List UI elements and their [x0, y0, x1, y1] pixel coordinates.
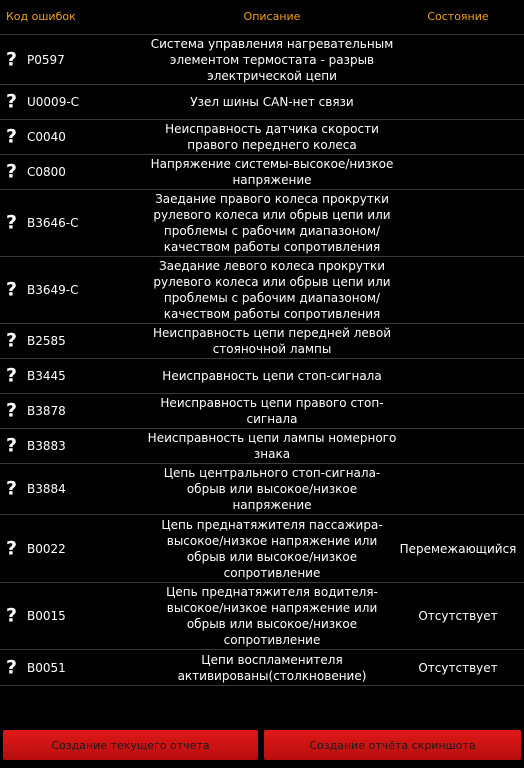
table-row[interactable]	[0, 257, 524, 324]
dtc-code: B0051	[27, 660, 66, 675]
dtc-description: Напряжение системы-высокое/низкое напряжение	[150, 157, 394, 187]
table-row[interactable]	[0, 120, 524, 155]
dtc-description: Неисправность цепи стоп-сигнала	[162, 369, 382, 383]
create-current-report-button[interactable]: Создание текущего отчета	[3, 730, 258, 760]
dtc-description: Цепи воспламенителя активированы(столкновение)	[177, 652, 367, 683]
dtc-description: Система управления нагревательным элементом термостата - разрыв электрической цепи	[150, 36, 394, 83]
header-code: Код ошибок	[6, 10, 76, 23]
unknown-status-icon: ?	[6, 477, 18, 500]
dtc-description: Неисправность датчика скорости правого переднего колеса	[165, 122, 379, 152]
table-row[interactable]	[0, 583, 524, 650]
dtc-state: Отсутствует	[418, 660, 498, 675]
dtc-description: Неисправность цепи правого стоп-сигнала	[160, 396, 384, 426]
dtc-code: B3646-C	[27, 216, 79, 230]
dtc-code: P0597	[27, 52, 65, 67]
table-row[interactable]	[0, 35, 524, 85]
dtc-state: Перемежающийся	[399, 541, 517, 556]
dtc-description: Заедание левого колеса прокрутки рулевого колеса или обрыв цепи или проблемы с рабочим диапазоном/ качеством работы сопротивления	[153, 259, 391, 321]
table-row[interactable]	[0, 190, 524, 257]
dtc-code: B0022	[27, 541, 66, 556]
unknown-status-icon: ?	[6, 278, 18, 301]
dtc-code: B3445	[27, 369, 66, 383]
dtc-description: Цепь центрального стоп-сигнала-обрыв или высокое/низкое напряжение	[163, 466, 381, 512]
dtc-description: Неисправность цепи передней левой стояночной лампы	[153, 326, 391, 356]
dtc-description: Цепь преднатяжителя водителя-высокое/низкое напряжение или обрыв или высокое/низкое сопротивление	[166, 585, 378, 647]
table-row[interactable]	[0, 515, 524, 583]
unknown-status-icon: ?	[6, 160, 18, 183]
dtc-description: Узел шины CAN-нет связи	[190, 95, 354, 109]
dtc-description: Неисправность цепи лампы номерного знака	[147, 431, 397, 461]
table-row[interactable]	[0, 85, 524, 120]
dtc-code: B0015	[27, 609, 66, 623]
unknown-status-icon: ?	[6, 434, 18, 457]
dtc-code: B3884	[27, 482, 66, 496]
dtc-description: Заедание правого колеса прокрутки рулевого колеса или обрыв цепи или проблемы с рабочим диапазоном/ качеством работы сопротивления	[153, 192, 391, 254]
unknown-status-icon: ?	[6, 364, 18, 387]
dtc-code: C0800	[27, 165, 66, 179]
unknown-status-icon: ?	[6, 604, 18, 627]
dtc-code: C0040	[27, 130, 66, 144]
dtc-list	[0, 35, 524, 686]
unknown-status-icon: ?	[6, 329, 18, 352]
dtc-code: B3649-C	[27, 283, 79, 297]
create-screenshot-report-button[interactable]: Создание отчёта скриншота	[264, 730, 521, 760]
unknown-status-icon: ?	[6, 48, 18, 70]
dtc-description: Цепь преднатяжителя пассажира-высокое/низкое напряжение или обрыв или высокое/низкое сопротивление	[161, 517, 383, 580]
table-row[interactable]	[0, 359, 524, 394]
dtc-state: Отсутствует	[418, 609, 498, 623]
unknown-status-icon: ?	[6, 656, 18, 678]
table-header	[0, 0, 524, 35]
header-description: Описание	[243, 10, 301, 23]
dtc-code: B2585	[27, 334, 66, 348]
table-row[interactable]	[0, 155, 524, 190]
unknown-status-icon: ?	[6, 125, 18, 148]
unknown-status-icon: ?	[6, 399, 18, 422]
table-row[interactable]	[0, 429, 524, 464]
table-row[interactable]	[0, 650, 524, 686]
table-row[interactable]	[0, 464, 524, 515]
table-row[interactable]	[0, 394, 524, 429]
unknown-status-icon: ?	[6, 211, 18, 234]
dtc-code: B3878	[27, 404, 66, 418]
table-row[interactable]	[0, 324, 524, 359]
header-state: Состояние	[427, 10, 489, 23]
dtc-code: U0009-C	[27, 95, 80, 109]
dtc-code: B3883	[27, 439, 66, 453]
unknown-status-icon: ?	[6, 537, 18, 559]
unknown-status-icon: ?	[6, 90, 18, 113]
